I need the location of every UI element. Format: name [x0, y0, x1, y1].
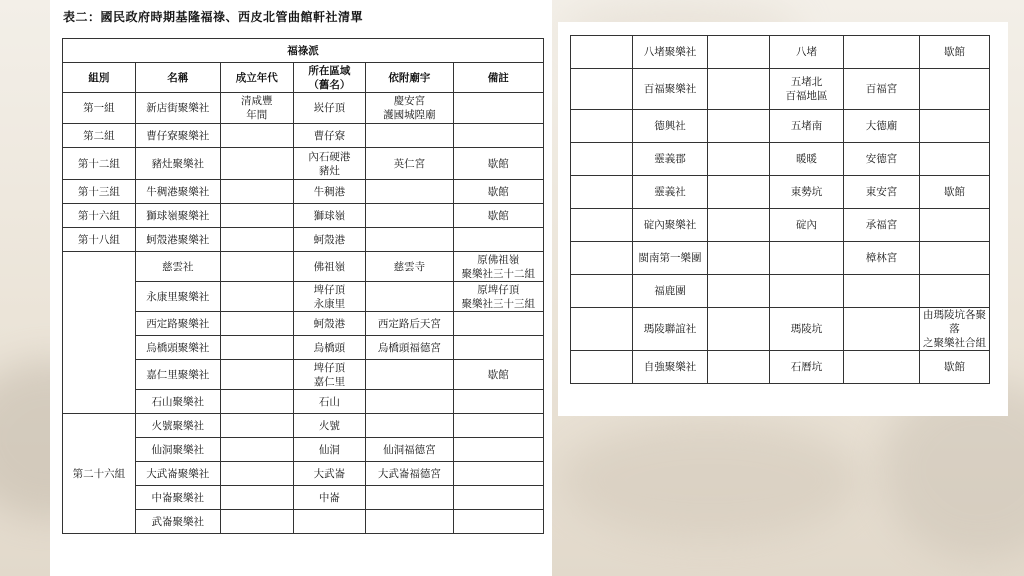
roster-table-left — [62, 38, 544, 534]
area-cell: 佛祖嶺 — [293, 252, 366, 282]
group-cell — [63, 252, 136, 414]
temple-cell: 百福宮 — [844, 69, 920, 110]
year-cell — [220, 204, 293, 228]
document-page-right — [558, 22, 1008, 416]
name-cell: 火號聚樂社 — [135, 414, 220, 438]
table-row — [571, 242, 990, 275]
roster-table-right — [570, 35, 990, 384]
temple-cell — [366, 282, 453, 312]
temple-cell: 承福宮 — [844, 209, 920, 242]
group-cell: 第一組 — [63, 93, 136, 124]
table-row — [63, 438, 544, 462]
area-cell: 大武崙 — [293, 462, 366, 486]
name-cell: 西定路聚樂社 — [135, 312, 220, 336]
year-cell — [220, 390, 293, 414]
table-row — [571, 351, 990, 384]
note-cell — [920, 69, 990, 110]
temple-cell: 西定路后天宮 — [366, 312, 453, 336]
name-cell: 碇內聚樂社 — [633, 209, 708, 242]
name-cell: 福鹿團 — [633, 275, 708, 308]
temple-cell — [844, 275, 920, 308]
note-cell — [920, 275, 990, 308]
year-cell — [220, 252, 293, 282]
note-cell — [453, 414, 543, 438]
document-page-left — [50, 0, 552, 576]
document-title: 表二：國民政府時期基隆福祿、西皮北管曲館軒社清單 — [63, 10, 364, 24]
year-cell: 清咸豐 年間 — [220, 93, 293, 124]
name-cell: 閩南第一樂團 — [633, 242, 708, 275]
note-cell — [920, 143, 990, 176]
area-cell — [770, 275, 844, 308]
note-cell — [453, 438, 543, 462]
note-cell — [920, 110, 990, 143]
year-cell — [220, 438, 293, 462]
temple-cell — [844, 36, 920, 69]
name-cell: 獅球嶺聚樂社 — [135, 204, 220, 228]
name-cell: 烏橋頭聚樂社 — [135, 336, 220, 360]
table-row — [63, 204, 544, 228]
year-cell — [708, 69, 770, 110]
name-cell: 武崙聚樂社 — [135, 510, 220, 534]
note-cell — [453, 228, 543, 252]
group-cell: 第十八組 — [63, 228, 136, 252]
temple-cell — [366, 486, 453, 510]
note-cell: 歇館 — [453, 204, 543, 228]
group-cell — [571, 242, 633, 275]
year-cell — [708, 308, 770, 351]
area-cell: 火號 — [293, 414, 366, 438]
table-row — [63, 252, 544, 282]
area-cell: 蚵殼港 — [293, 228, 366, 252]
group-cell — [571, 308, 633, 351]
temple-cell — [366, 360, 453, 390]
table-row — [63, 282, 544, 312]
year-cell — [220, 486, 293, 510]
note-cell: 歇館 — [920, 351, 990, 384]
group-cell — [571, 69, 633, 110]
table-row — [63, 93, 544, 124]
group-cell: 第十三組 — [63, 180, 136, 204]
area-cell: 暖暖 — [770, 143, 844, 176]
year-cell — [708, 351, 770, 384]
group-cell — [571, 275, 633, 308]
name-cell: 仙洞聚樂社 — [135, 438, 220, 462]
area-cell: 烏橋頭 — [293, 336, 366, 360]
note-cell — [453, 93, 543, 124]
year-cell — [220, 336, 293, 360]
note-cell: 歇館 — [453, 180, 543, 204]
temple-cell: 慈雲寺 — [366, 252, 453, 282]
note-cell — [453, 510, 543, 534]
year-cell — [220, 414, 293, 438]
table-row — [63, 336, 544, 360]
note-cell: 由瑪陵坑各聚落 之聚樂社合組 — [920, 308, 990, 351]
temple-cell — [366, 204, 453, 228]
name-cell: 德興社 — [633, 110, 708, 143]
name-cell: 瑪陵聯誼社 — [633, 308, 708, 351]
name-cell: 嘉仁里聚樂社 — [135, 360, 220, 390]
note-cell — [453, 312, 543, 336]
column-header: 備註 — [453, 63, 543, 93]
temple-cell: 仙洞福德宮 — [366, 438, 453, 462]
name-cell: 牛稠港聚樂社 — [135, 180, 220, 204]
table-row — [63, 510, 544, 534]
group-cell — [571, 176, 633, 209]
group-cell: 第二組 — [63, 124, 136, 148]
temple-cell — [366, 414, 453, 438]
note-cell: 歇館 — [920, 176, 990, 209]
temple-cell: 東安宮 — [844, 176, 920, 209]
table-row — [63, 414, 544, 438]
table-row — [63, 180, 544, 204]
temple-cell: 英仁宮 — [366, 148, 453, 180]
area-cell: 東勢坑 — [770, 176, 844, 209]
area-cell: 石曆坑 — [770, 351, 844, 384]
temple-cell — [844, 351, 920, 384]
year-cell — [220, 148, 293, 180]
faction-header: 福祿派 — [63, 39, 544, 63]
name-cell: 自強聚樂社 — [633, 351, 708, 384]
column-header: 所在區域 （舊名） — [293, 63, 366, 93]
area-cell: 瑪陵坑 — [770, 308, 844, 351]
year-cell — [708, 209, 770, 242]
note-cell — [453, 486, 543, 510]
area-cell — [770, 242, 844, 275]
year-cell — [220, 462, 293, 486]
area-cell: 獅球嶺 — [293, 204, 366, 228]
area-cell: 八堵 — [770, 36, 844, 69]
year-cell — [708, 176, 770, 209]
area-cell: 石山 — [293, 390, 366, 414]
temple-cell — [366, 180, 453, 204]
area-cell: 仙洞 — [293, 438, 366, 462]
note-cell: 歇館 — [453, 360, 543, 390]
year-cell — [220, 124, 293, 148]
table-row — [571, 275, 990, 308]
temple-cell — [844, 308, 920, 351]
table-row — [63, 124, 544, 148]
area-cell — [293, 510, 366, 534]
table-row — [63, 360, 544, 390]
name-cell: 靈義郡 — [633, 143, 708, 176]
note-cell — [920, 209, 990, 242]
year-cell — [220, 180, 293, 204]
group-cell — [571, 143, 633, 176]
note-cell: 歇館 — [453, 148, 543, 180]
year-cell — [708, 110, 770, 143]
name-cell: 永康里聚樂社 — [135, 282, 220, 312]
name-cell: 中崙聚樂社 — [135, 486, 220, 510]
name-cell: 慈雲社 — [135, 252, 220, 282]
area-cell: 牛稠港 — [293, 180, 366, 204]
name-cell: 大武崙聚樂社 — [135, 462, 220, 486]
year-cell — [220, 360, 293, 390]
group-cell: 第十二組 — [63, 148, 136, 180]
group-cell — [571, 351, 633, 384]
column-header: 組別 — [63, 63, 136, 93]
area-cell: 碇內 — [770, 209, 844, 242]
name-cell: 蚵殼港聚樂社 — [135, 228, 220, 252]
year-cell — [220, 282, 293, 312]
group-cell: 第十六組 — [63, 204, 136, 228]
temple-cell — [366, 124, 453, 148]
table-row — [571, 110, 990, 143]
note-cell: 原埤仔頂 聚樂社三十三組 — [453, 282, 543, 312]
table-row — [63, 390, 544, 414]
table-row — [571, 308, 990, 351]
table-row — [63, 312, 544, 336]
area-cell: 埤仔頂 嘉仁里 — [293, 360, 366, 390]
group-cell — [571, 209, 633, 242]
area-cell: 內石硬港 豬灶 — [293, 148, 366, 180]
group-cell — [571, 36, 633, 69]
table-row — [63, 462, 544, 486]
temple-cell — [366, 390, 453, 414]
year-cell — [708, 275, 770, 308]
name-cell: 靈義社 — [633, 176, 708, 209]
temple-cell: 慶安宮 護國城隍廟 — [366, 93, 453, 124]
name-cell: 石山聚樂社 — [135, 390, 220, 414]
area-cell: 曹仔寮 — [293, 124, 366, 148]
temple-cell — [366, 228, 453, 252]
table-row — [63, 228, 544, 252]
note-cell — [453, 390, 543, 414]
name-cell: 豬灶聚樂社 — [135, 148, 220, 180]
temple-cell — [366, 510, 453, 534]
table-row — [571, 143, 990, 176]
temple-cell: 安德宮 — [844, 143, 920, 176]
year-cell — [708, 143, 770, 176]
year-cell — [220, 510, 293, 534]
note-cell — [920, 242, 990, 275]
area-cell: 崁仔頂 — [293, 93, 366, 124]
table-row — [571, 36, 990, 69]
year-cell — [220, 228, 293, 252]
name-cell: 八堵聚樂社 — [633, 36, 708, 69]
name-cell: 新店街聚樂社 — [135, 93, 220, 124]
group-cell — [571, 110, 633, 143]
note-cell: 歇館 — [920, 36, 990, 69]
table-row — [571, 209, 990, 242]
name-cell: 曹仔寮聚樂社 — [135, 124, 220, 148]
area-cell: 五堵北 百福地區 — [770, 69, 844, 110]
note-cell — [453, 462, 543, 486]
year-cell — [220, 312, 293, 336]
temple-cell: 大武崙福德宮 — [366, 462, 453, 486]
year-cell — [708, 242, 770, 275]
note-cell — [453, 124, 543, 148]
table-row — [63, 148, 544, 180]
column-header: 名稱 — [135, 63, 220, 93]
name-cell: 百福聚樂社 — [633, 69, 708, 110]
table-row — [571, 69, 990, 110]
note-cell: 原佛祖嶺 聚樂社三十二組 — [453, 252, 543, 282]
column-header: 成立年代 — [220, 63, 293, 93]
temple-cell: 樟林宮 — [844, 242, 920, 275]
table-row — [571, 176, 990, 209]
year-cell — [708, 36, 770, 69]
temple-cell: 大德廟 — [844, 110, 920, 143]
column-header: 依附廟宇 — [366, 63, 453, 93]
area-cell: 五堵南 — [770, 110, 844, 143]
group-cell: 第二十六組 — [63, 414, 136, 534]
note-cell — [453, 336, 543, 360]
table-row — [63, 486, 544, 510]
area-cell: 埤仔頂 永康里 — [293, 282, 366, 312]
area-cell: 中崙 — [293, 486, 366, 510]
temple-cell: 烏橋頭福德宮 — [366, 336, 453, 360]
area-cell: 蚵殼港 — [293, 312, 366, 336]
